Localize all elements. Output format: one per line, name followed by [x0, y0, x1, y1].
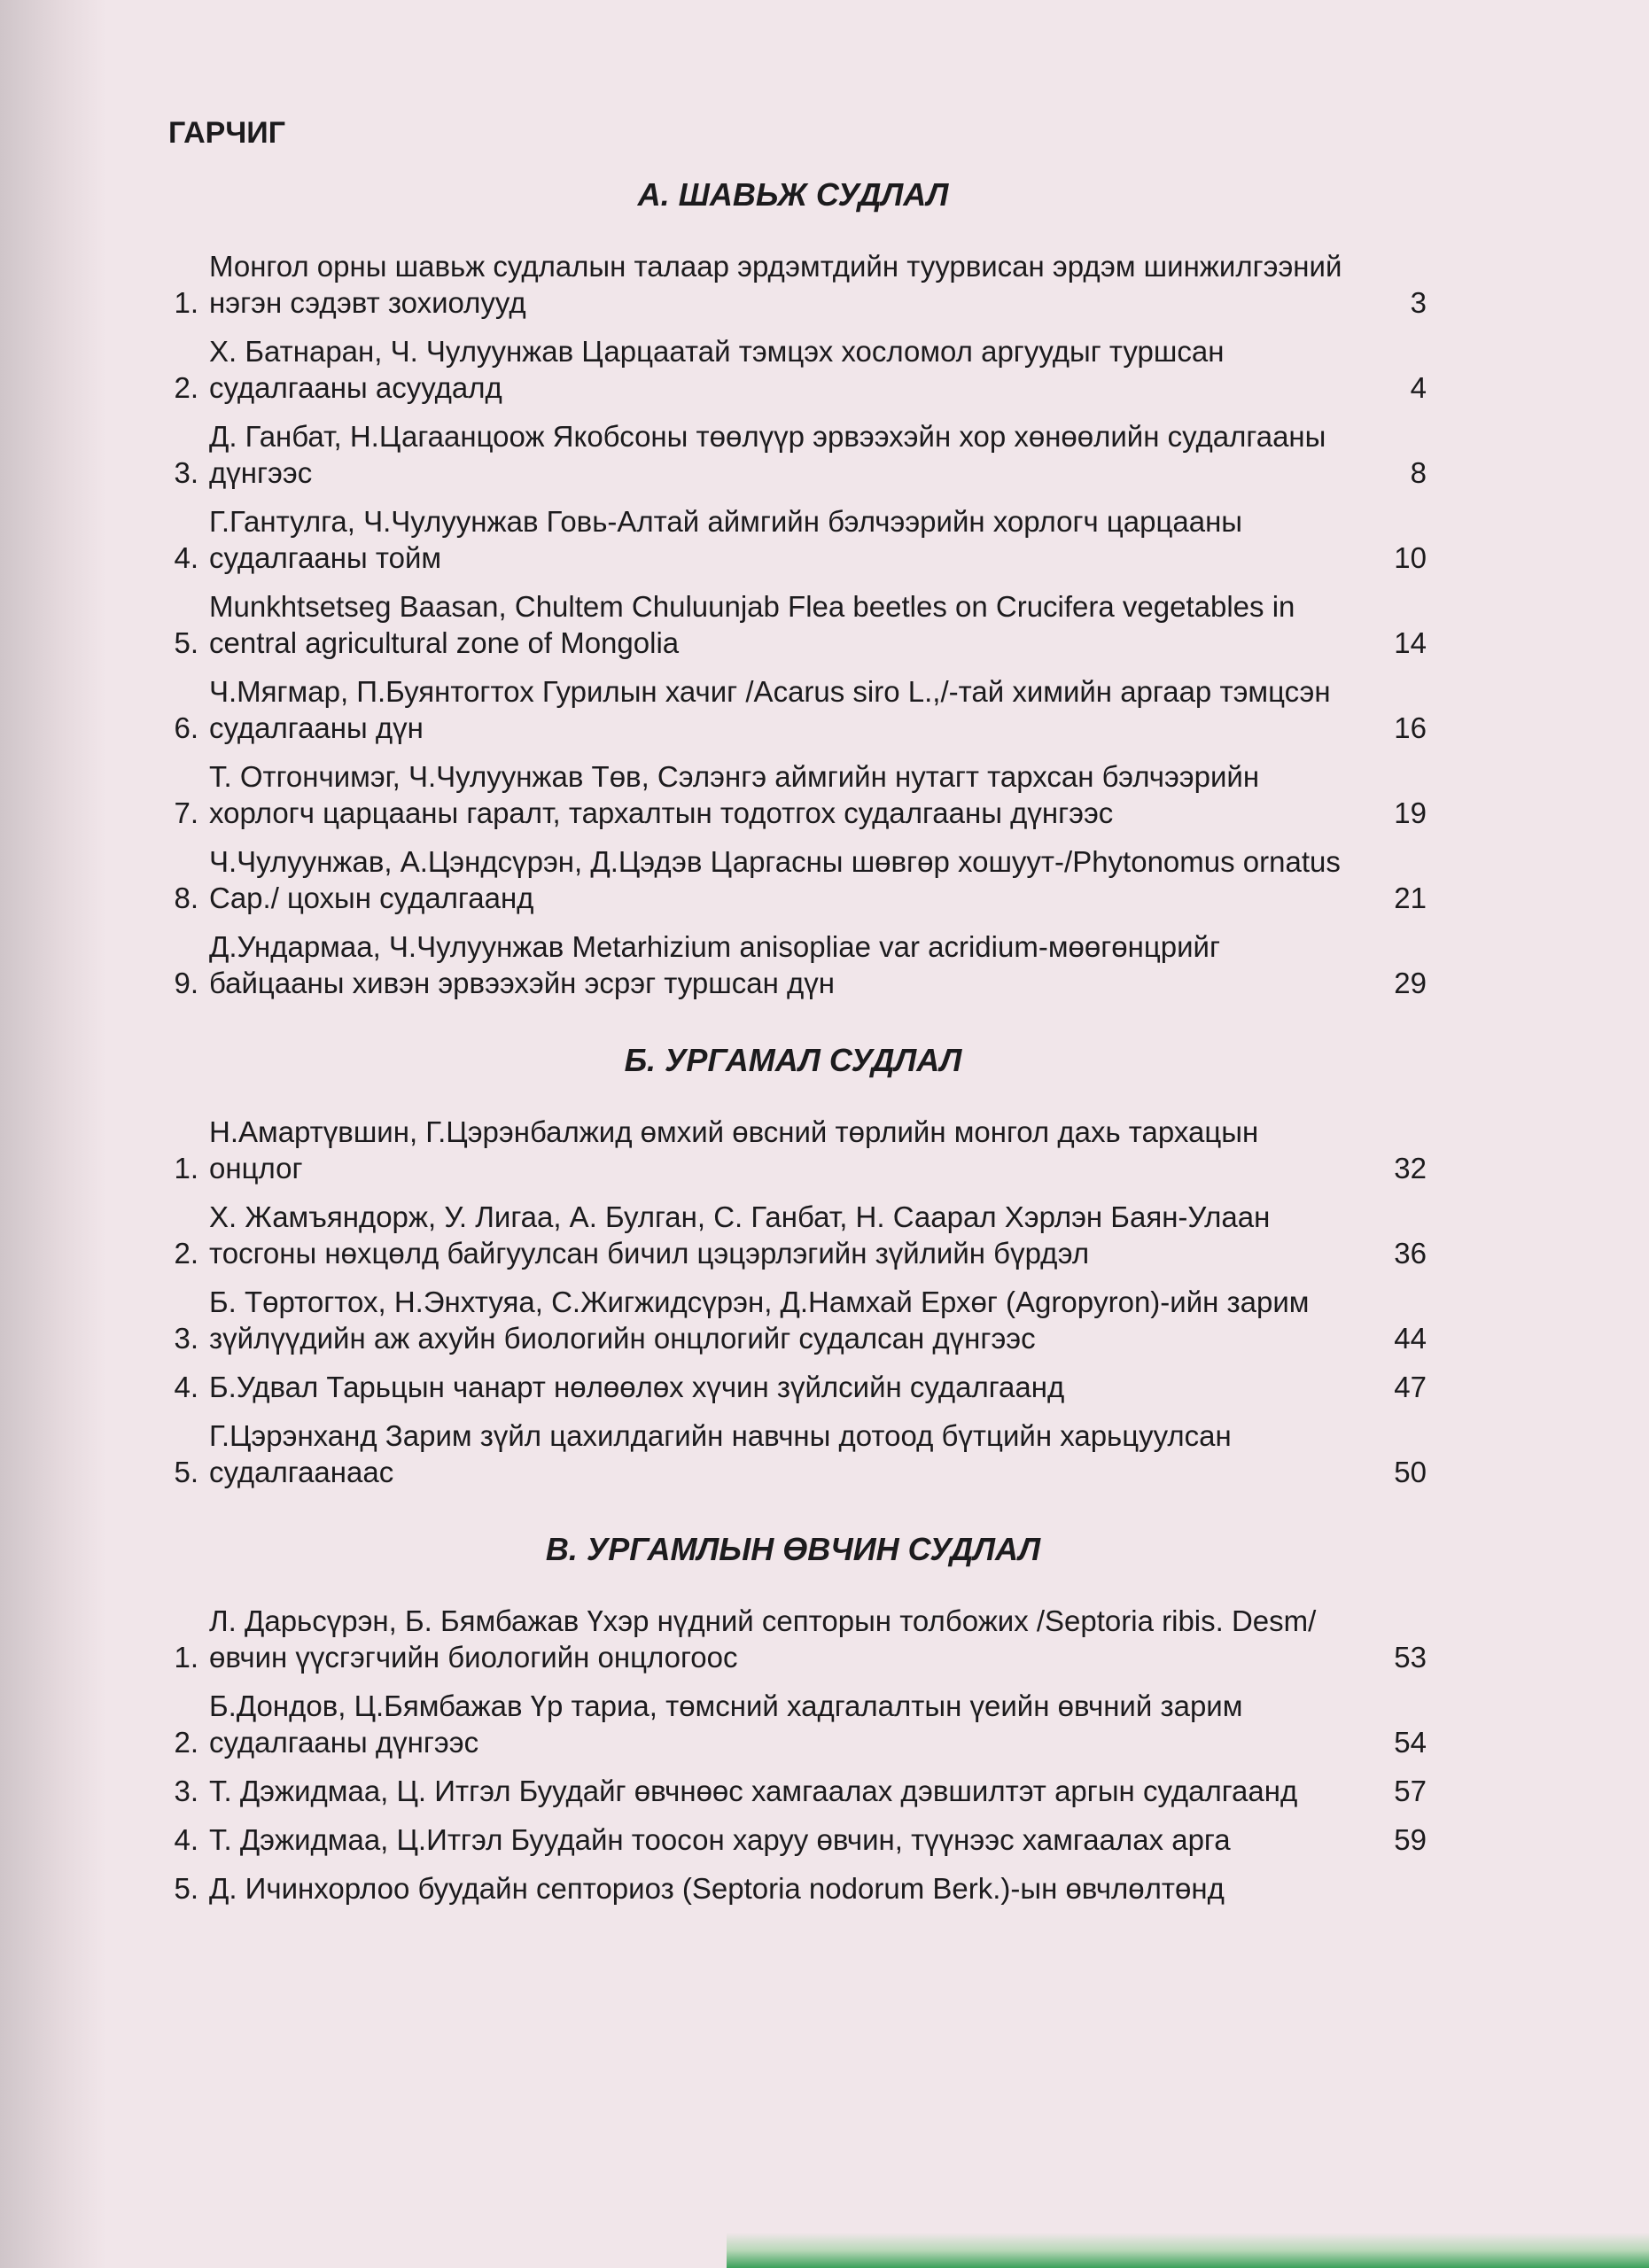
entry-number: 3. — [174, 1775, 198, 1807]
entry-number: 1. — [174, 286, 198, 319]
toc-entry — [159, 333, 1427, 406]
entry-page-number: 47 — [1394, 1371, 1427, 1403]
entry-title: Ч.Мягмар, П.Буянтогтох Гурилын хачиг /Acarus siro L.,/-тай химийн аргаар тэмцсэн судалгааны дүн — [209, 675, 1331, 744]
toc-entry — [159, 1284, 1427, 1356]
entry-number: 2. — [174, 1237, 198, 1270]
entry-title: Munkhtsetseg Baasan, Chultem Chuluunjab Flea beetles on Crucifera vegetables in central agricultural zone of Mongolia — [209, 590, 1295, 659]
entry-page-number: 14 — [1394, 626, 1427, 659]
section-heading: В. УРГАМЛЫН ӨВЧИН СУДЛАЛ — [545, 1531, 1041, 1567]
toc-entry — [159, 588, 1427, 661]
entry-title: Монгол орны шавьж судлалын талаар эрдэмтдийн туурвисан эрдэм шинжилгээний нэгэн сэдэвт зохиолууд — [209, 250, 1342, 319]
entry-number: 3. — [174, 1322, 198, 1355]
entry-number: 5. — [174, 626, 198, 659]
toc-sections — [159, 176, 1427, 1907]
entry-number: 3. — [174, 456, 198, 489]
entry-title: Г.Цэрэнханд Зарим зүйл цахилдагийн навчны дотоод бүтцийн харьцуулсан судалгаанаас — [209, 1419, 1232, 1488]
toc-entry — [159, 1688, 1427, 1760]
entry-page-number: 54 — [1394, 1726, 1427, 1759]
entry-page-number: 36 — [1394, 1237, 1427, 1270]
section-heading: А. ШАВЬЖ СУДЛАЛ — [637, 176, 949, 213]
entry-title: Б. Төртогтох, Н.Энхтуяа, С.Жигжидсүрэн, Д.Намхай Ерхөг (Agropyron)-ийн зарим зүйлүүдийн аж ахуйн биологийн онцлогийг судалсан дүнгээс — [209, 1285, 1310, 1355]
entry-title: Д.Ундармаа, Ч.Чулуунжав Metarhizium anisopliae var acridium-мөөгөнцрийг байцааны хивэн эрвээхэйн эсрэг туршсан дүн — [209, 930, 1220, 999]
entry-title: Н.Амартүвшин, Г.Цэрэнбалжид өмхий өвсний төрлийн монгол дахь тархацын онцлог — [209, 1115, 1259, 1184]
entry-number: 1. — [174, 1152, 198, 1184]
toc-entry — [159, 673, 1427, 746]
entry-title: Т. Дэжидмаа, Ц. Итгэл Буудайг өвчнөөс хамгаалах дэвшилтэт аргын судалгаанд — [209, 1775, 1298, 1807]
entry-title: Д. Ганбат, Н.Цагаанцоож Якобсоны төөлүүр эрвээхэйн хор хөнөөлийн судалгааны дүнгээс — [209, 420, 1326, 489]
entry-title: Х. Батнаран, Ч. Чулуунжав Царцаатай тэмцэх хосломол аргуудыг туршсан судалгааны асуудалд — [209, 335, 1225, 404]
toc-entry — [159, 928, 1427, 1001]
entry-number: 4. — [174, 1823, 198, 1856]
entry-title: Т. Отгончимэг, Ч.Чулуунжав Төв, Сэлэнгэ аймгийн нутагт тархсан бэлчээрийн хорлогч царцааны гаралт, тархалтын тодотгох судалгааны дүнгээс — [209, 760, 1260, 829]
entry-page-number: 53 — [1394, 1641, 1427, 1674]
toc-page — [159, 115, 1427, 1919]
toc-entry — [159, 1870, 1427, 1907]
entry-page-number: 57 — [1394, 1775, 1427, 1807]
entry-number: 4. — [174, 541, 198, 574]
toc-entry — [159, 1773, 1427, 1809]
entry-number: 1. — [174, 1641, 198, 1674]
entry-page-number: 3 — [1410, 286, 1427, 319]
entry-page-number: 59 — [1394, 1823, 1427, 1856]
entry-title: Т. Дэжидмаа, Ц.Итгэл Буудайн тоосон харуу өвчин, түүнээс хамгаалах арга — [209, 1823, 1231, 1856]
entry-title: Б.Удвал Тарьцын чанарт нөлөөлөх хүчин зүйлсийн судалгаанд — [209, 1371, 1065, 1403]
toc-entry — [159, 758, 1427, 831]
entry-number: 6. — [174, 711, 198, 744]
toc-entry — [159, 1114, 1427, 1186]
toc-entry — [159, 1821, 1427, 1858]
toc-entry — [159, 843, 1427, 916]
entry-number: 4. — [174, 1371, 198, 1403]
entry-page-number: 10 — [1394, 541, 1427, 574]
toc-entry — [159, 1603, 1427, 1675]
toc-entry — [159, 1199, 1427, 1271]
toc-entry — [159, 503, 1427, 576]
entry-page-number: 19 — [1394, 796, 1427, 829]
entry-title: Х. Жамъяндорж, У. Лигаа, А. Булган, С. Ганбат, Н. Саарал Хэрлэн Баян-Улаан тосгоны нөхцөлд байгуулсан бичил цэцэрлэгийн зүйлийн бүрдэл — [209, 1200, 1271, 1270]
toc-entry — [159, 1418, 1427, 1490]
entry-page-number: 29 — [1394, 967, 1427, 999]
green-cover-edge — [727, 2233, 1649, 2268]
entry-number: 7. — [174, 796, 198, 829]
entry-page-number: 44 — [1394, 1322, 1427, 1355]
entry-page-number: 50 — [1394, 1456, 1427, 1488]
page-binding-shadow — [0, 0, 106, 2268]
entry-title: Г.Гантулга, Ч.Чулуунжав Говь-Алтай аймгийн бэлчээрийн хорлогч царцааны судалгааны тойм — [209, 505, 1243, 574]
section-heading: Б. УРГАМАЛ СУДЛАЛ — [624, 1042, 962, 1078]
entry-title: Л. Дарьсүрэн, Б. Бямбажав Үхэр нүдний септорын толбожих /Septoria ribis. Desm/ өвчин үүсгэгчийн биологийн онцлогоос — [209, 1604, 1317, 1674]
entry-number: 2. — [174, 1726, 198, 1759]
entry-page-number: 16 — [1394, 711, 1427, 744]
entry-number: 5. — [174, 1456, 198, 1488]
entry-page-number: 8 — [1410, 456, 1427, 489]
entry-title: Д. Ичинхорлоо буудайн септориоз (Septoria nodorum Berk.)-ын өвчлөлтөнд — [209, 1872, 1225, 1905]
entry-number: 9. — [174, 967, 198, 999]
toc-entry — [159, 248, 1427, 321]
entry-page-number: 32 — [1394, 1152, 1427, 1184]
toc-entry — [159, 418, 1427, 491]
entry-title: Б.Дондов, Ц.Бямбажав Үр тариа, төмсний хадгалалтын үеийн өвчний зарим судалгааны дүнгээс — [209, 1689, 1243, 1759]
toc-title: ГАРЧИГ — [168, 116, 285, 150]
toc-entry — [159, 1369, 1427, 1405]
entry-number: 5. — [174, 1872, 198, 1905]
entry-page-number: 21 — [1394, 882, 1427, 914]
entry-page-number: 4 — [1410, 371, 1427, 404]
entry-number: 8. — [174, 882, 198, 914]
entry-number: 2. — [174, 371, 198, 404]
entry-title: Ч.Чулуунжав, А.Цэндсүрэн, Д.Цэдэв Царгасны шөвгөр хошуут-/Phytonomus ornatus Cap./ цохын судалгаанд — [209, 845, 1341, 914]
